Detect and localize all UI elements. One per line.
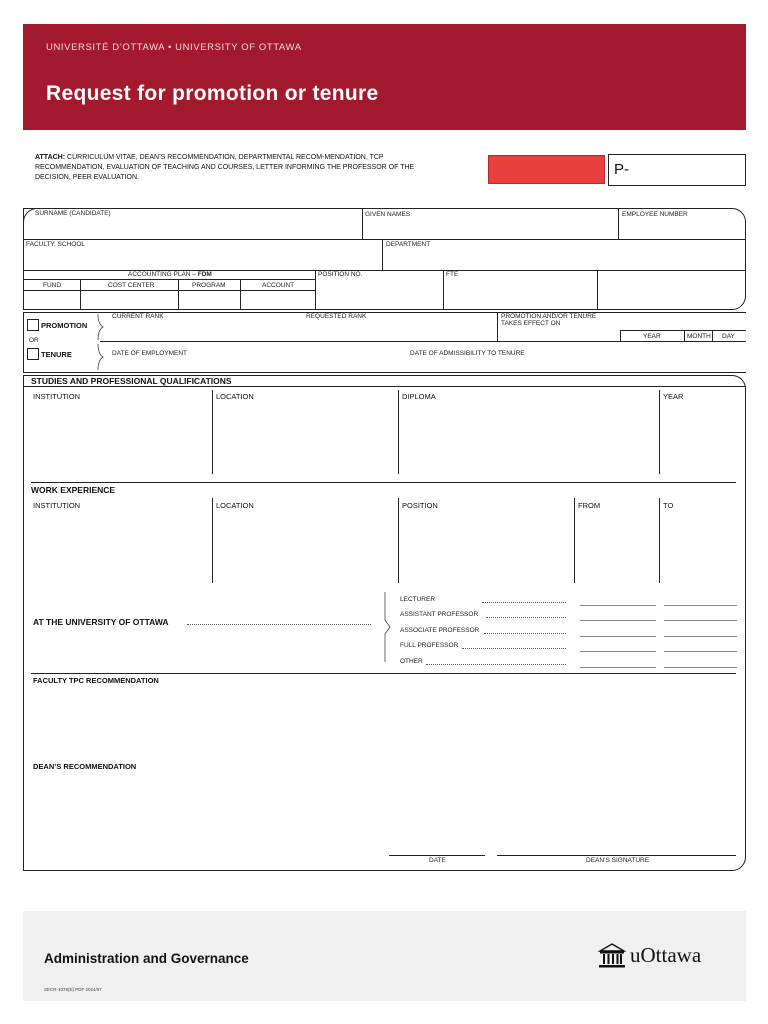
work-position-label: POSITION xyxy=(402,501,438,510)
footer-title: Administration and Governance xyxy=(44,951,249,966)
file-number-prefix: P- xyxy=(614,161,629,178)
lecturer-to-field[interactable] xyxy=(664,605,737,606)
associate-to-field[interactable] xyxy=(664,636,737,637)
deans-signature-label: DEAN’S SIGNATURE xyxy=(586,857,650,864)
effective-year-field[interactable] xyxy=(621,313,683,329)
university-name: UNIVERSITÉ D’OTTAWA • UNIVERSITY OF OTTAWA xyxy=(46,42,302,53)
year-label: YEAR xyxy=(643,333,661,340)
rank-assistant-label: ASSISTANT PROFESSOR xyxy=(400,611,479,618)
associate-from-field[interactable] xyxy=(580,636,656,637)
program-label: PROGRAM xyxy=(192,282,226,289)
requested-rank-label: REQUESTED RANK xyxy=(306,313,367,320)
rank-associate-label: ASSOCIATE PROFESSOR xyxy=(400,627,480,634)
current-rank-label: CURRENT RANK xyxy=(112,313,164,320)
uottawa-title: AT THE UNIVERSITY OF OTTAWA xyxy=(33,617,169,627)
rank-other-label: OTHER xyxy=(400,658,423,665)
given-names-field[interactable] xyxy=(363,218,617,238)
faculty-label: FACULTY, SCHOOL xyxy=(26,241,85,248)
account-field[interactable] xyxy=(241,291,314,309)
date-of-employment-label: DATE OF EMPLOYMENT xyxy=(112,350,187,357)
effective-month-field[interactable] xyxy=(685,313,711,329)
fund-field[interactable] xyxy=(24,291,79,309)
work-from-label: FROM xyxy=(578,501,601,510)
rank-lecturer-label: LECTURER xyxy=(400,596,436,603)
cost-center-field[interactable] xyxy=(81,291,177,309)
work-position-field[interactable] xyxy=(400,512,572,581)
lecturer-from-field[interactable] xyxy=(580,605,656,606)
file-number-button[interactable] xyxy=(488,155,605,184)
employee-number-field[interactable] xyxy=(619,218,739,238)
studies-diploma-field[interactable] xyxy=(400,404,657,472)
fte-field[interactable] xyxy=(444,279,596,309)
footer xyxy=(23,911,746,1001)
form-code: SECR-1078(E) PDF 2024/07 xyxy=(44,987,102,992)
position-no-label: POSITION NO. xyxy=(318,271,363,278)
assistant-from-field[interactable] xyxy=(580,620,656,621)
work-from-field[interactable] xyxy=(576,512,657,581)
date-of-admissibility-field[interactable] xyxy=(406,358,744,372)
effective-date-label-1: PROMOTION AND/OR TENURE xyxy=(501,313,597,320)
work-institution-field[interactable] xyxy=(30,512,210,581)
faculty-tpc-field[interactable] xyxy=(30,688,738,758)
bracket-promotion xyxy=(97,314,105,340)
effective-day-field[interactable] xyxy=(713,313,745,329)
surname-field[interactable] xyxy=(24,218,361,238)
bracket-tenure xyxy=(97,344,105,370)
deans-recommendation-title: DEAN’S RECOMMENDATION xyxy=(33,762,137,771)
page-title: Request for promotion or tenure xyxy=(46,82,379,105)
attach-line-1: CURRICULUM VITAE, DEAN’S RECOMMENDATION, DEPARTMENTAL RECOM-MENDATION, TCP xyxy=(65,154,384,161)
header-banner xyxy=(23,24,746,130)
or-label: OR xyxy=(29,337,39,344)
date-of-employment-field[interactable] xyxy=(108,358,398,372)
work-to-field[interactable] xyxy=(661,512,739,581)
work-location-label: LOCATION xyxy=(216,501,254,510)
work-location-field[interactable] xyxy=(214,512,396,581)
tenure-checkbox[interactable] xyxy=(27,348,39,360)
other-from-field[interactable] xyxy=(580,667,656,668)
given-names-label: GIVEN NAMES xyxy=(365,211,411,218)
cost-center-label: COST CENTER xyxy=(108,282,155,289)
studies-institution-field[interactable] xyxy=(30,404,210,472)
accounting-plan-label: ACCOUNTING PLAN – FDM xyxy=(128,271,212,278)
current-rank-field[interactable] xyxy=(108,321,298,340)
work-title: WORK EXPERIENCE xyxy=(31,485,116,495)
bracket-ranks xyxy=(382,592,392,662)
work-to-label: TO xyxy=(663,501,674,510)
deans-recommendation-field[interactable] xyxy=(30,774,738,850)
studies-year-label: YEAR xyxy=(663,392,684,401)
file-number-field[interactable] xyxy=(608,154,746,186)
effective-date-label-2: TAKES EFFECT ON xyxy=(501,320,561,327)
account-label: ACCOUNT xyxy=(262,282,295,289)
position-no-field[interactable] xyxy=(316,279,442,309)
requested-rank-field[interactable] xyxy=(300,321,495,340)
attach-label: ATTACH: xyxy=(35,154,66,161)
studies-institution-label: INSTITUTION xyxy=(33,392,81,401)
faculty-tpc-title: FACULTY TPC RECOMMENDATION xyxy=(33,676,159,685)
fte-label: FTE xyxy=(446,271,459,278)
date-of-admissibility-label: DATE OF ADMISSIBILITY TO TENURE xyxy=(410,350,525,357)
department-label: DEPARTMENT xyxy=(386,241,431,248)
uottawa-logo-text: uOttawa xyxy=(630,943,702,967)
full-to-field[interactable] xyxy=(664,651,737,652)
assistant-to-field[interactable] xyxy=(664,620,737,621)
studies-year-field[interactable] xyxy=(661,404,739,472)
faculty-field[interactable] xyxy=(24,249,381,269)
fund-label: FUND xyxy=(43,282,62,289)
promotion-label: PROMOTION xyxy=(41,321,88,330)
tenure-label: TENURE xyxy=(41,350,72,359)
full-from-field[interactable] xyxy=(580,651,656,652)
day-label: DAY xyxy=(722,333,735,340)
studies-diploma-label: DIPLOMA xyxy=(402,392,436,401)
date-label: DATE xyxy=(429,857,446,864)
work-institution-label: INSTITUTION xyxy=(33,501,81,510)
date-signature-line[interactable] xyxy=(389,855,485,856)
promotion-checkbox[interactable] xyxy=(27,319,39,331)
studies-location-field[interactable] xyxy=(214,404,396,472)
attach-line-2: RECOMMENDATION, EVALUATION OF TEACHING AND COURSES, LETTER INFORMING THE PROFESSOR OF THE xyxy=(35,164,415,171)
month-label: MONTH xyxy=(687,333,711,340)
deans-signature-line[interactable] xyxy=(497,855,736,856)
surname-label: SURNAME (CANDIDATE) xyxy=(35,210,111,217)
rank-full-label: FULL PROFESSOR xyxy=(400,642,459,649)
attach-instructions xyxy=(35,153,414,183)
studies-location-label: LOCATION xyxy=(216,392,254,401)
other-to-field[interactable] xyxy=(664,667,737,668)
studies-title: STUDIES AND PROFESSIONAL QUALIFICATIONS xyxy=(31,376,232,386)
department-field[interactable] xyxy=(383,249,743,269)
attach-line-3: DECISION, PEER EVALUATION. xyxy=(35,174,139,181)
program-field[interactable] xyxy=(179,291,239,309)
employee-number-label: EMPLOYEE NUMBER xyxy=(622,211,688,218)
uottawa-logo-icon xyxy=(598,943,626,969)
